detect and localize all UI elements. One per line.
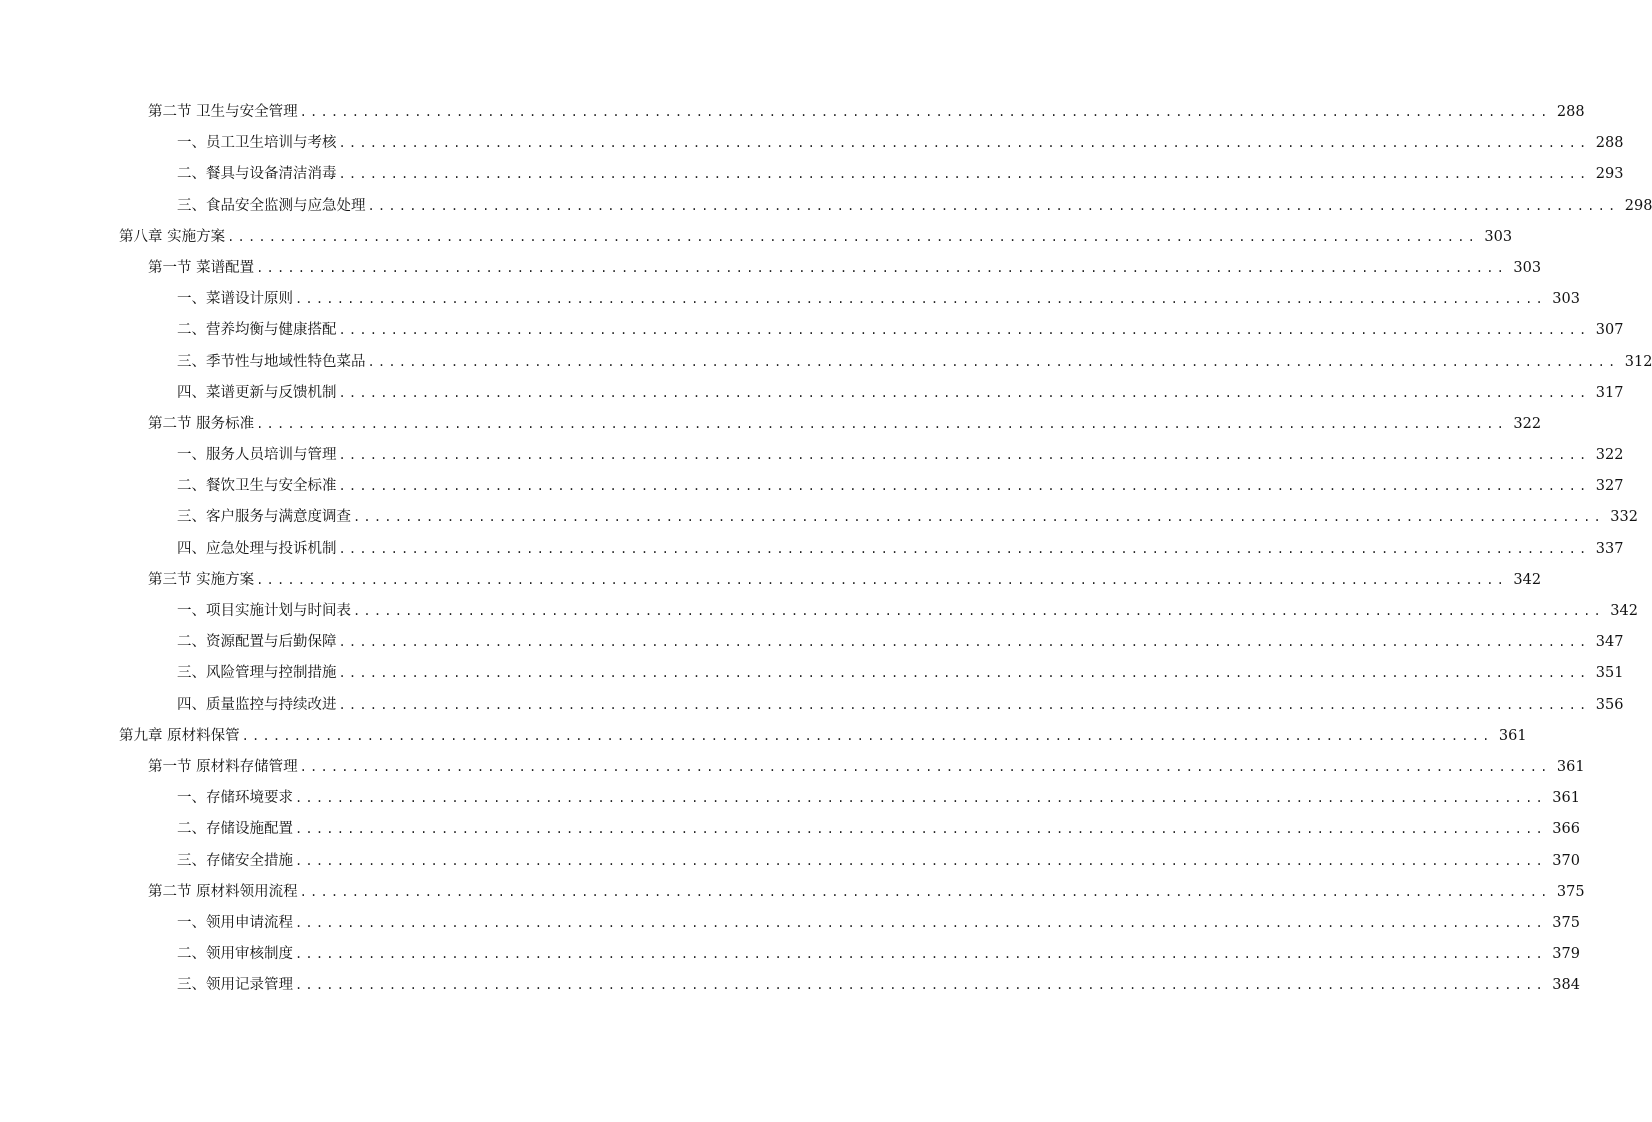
toc-entry-title: 一、项目实施计划与时间表 (177, 603, 351, 619)
toc-page-number: 356 (1595, 696, 1624, 713)
toc-entry-title: 四、应急处理与投诉机制 (177, 540, 337, 557)
toc-entry[interactable] (0, 130, 1624, 161)
toc-dot-leader: ........................................................................................................................ (338, 541, 1590, 556)
toc-dot-leader: ........................................................................................................................ (367, 198, 1619, 213)
toc-entry[interactable] (0, 161, 1624, 192)
toc-entry[interactable] (0, 598, 1638, 629)
toc-dot-leader: ........................................................................................................................ (227, 229, 1479, 244)
toc-page-number: 337 (1595, 540, 1624, 557)
toc-page-number: 332 (1610, 509, 1638, 526)
toc-dot-leader: ........................................................................................................................ (338, 666, 1590, 681)
toc-entry-title: 一、存储环境要求 (177, 790, 293, 807)
toc-page-number: 312 (1624, 353, 1652, 370)
toc-entry-title: 二、餐具与设备清洁消毒 (177, 166, 337, 183)
toc-page-number: 322 (1595, 447, 1624, 464)
toc-entry-title: 三、季节性与地域性特色菜品 (177, 353, 366, 370)
toc-page-number: 347 (1595, 634, 1624, 651)
toc-entry-title: 第八章 实施方案 (119, 228, 226, 245)
toc-entry-title: 第二节 卫生与安全管理 (148, 104, 298, 120)
toc-dot-leader: ........................................................................................................................ (295, 853, 1546, 868)
toc-entry[interactable] (0, 941, 1580, 972)
toc-page-number: 342 (1610, 603, 1638, 619)
toc-page-number: 288 (1595, 135, 1624, 152)
toc-dot-leader: ........................................................................................................................ (338, 479, 1590, 494)
toc-entry[interactable] (0, 629, 1624, 660)
toc-dot-leader: ........................................................................................................................ (338, 136, 1590, 151)
toc-page-number: 288 (1556, 104, 1585, 120)
toc-page-number: 303 (1484, 228, 1513, 245)
toc-entry-title: 二、存储设施配置 (177, 821, 293, 838)
toc-dot-leader: ........................................................................................................................ (353, 510, 1604, 525)
toc-dot-leader: ........................................................................................................................ (338, 167, 1590, 182)
toc-page-number: 322 (1513, 415, 1542, 432)
toc-dot-leader: ........................................................................................................................ (295, 791, 1546, 806)
toc-entry-title: 二、资源配置与后勤保障 (177, 634, 337, 651)
toc-entry[interactable] (0, 411, 1542, 442)
toc-page-number: 342 (1513, 571, 1542, 588)
toc-dot-leader: ........................................................................................................................ (295, 292, 1546, 307)
toc-entry[interactable] (0, 442, 1624, 473)
toc-page-number: 303 (1552, 291, 1580, 308)
toc-page-number: 361 (1498, 727, 1527, 744)
toc-entry[interactable] (0, 349, 1652, 380)
toc-dot-leader: ........................................................................................................................ (299, 105, 1551, 119)
toc-entry-title: 二、营养均衡与健康搭配 (177, 322, 337, 339)
toc-entry-title: 一、菜谱设计原则 (177, 291, 293, 308)
toc-entry-title: 第一节 菜谱配置 (148, 259, 255, 276)
toc-entry[interactable] (0, 255, 1542, 286)
toc-page-number: 303 (1513, 259, 1542, 276)
toc-page-number: 370 (1552, 852, 1580, 869)
toc-page-number: 351 (1595, 665, 1624, 682)
toc-entry-title: 三、领用记录管理 (177, 977, 293, 994)
toc-page-number: 375 (1552, 914, 1580, 931)
toc-dot-leader: ........................................................................................................................ (256, 416, 1508, 431)
table-of-contents (0, 99, 1652, 1003)
toc-entry-title: 二、餐饮卫生与安全标准 (177, 478, 337, 495)
toc-entry-title: 三、客户服务与满意度调查 (177, 509, 351, 526)
toc-page-number: 327 (1595, 478, 1624, 495)
toc-dot-leader: ........................................................................................................................ (256, 260, 1508, 275)
toc-page-number: 293 (1595, 166, 1624, 183)
toc-entry[interactable] (0, 536, 1624, 567)
toc-entry-title: 四、质量监控与持续改进 (177, 696, 337, 713)
toc-entry-title: 第三节 实施方案 (148, 571, 255, 588)
toc-entry-title: 第九章 原材料保管 (119, 727, 240, 744)
toc-dot-leader: ........................................................................................................................ (367, 354, 1619, 369)
toc-dot-leader: ........................................................................................................................ (338, 323, 1590, 338)
toc-page-number: 375 (1556, 883, 1585, 900)
toc-dot-leader: ........................................................................................................................ (299, 884, 1551, 899)
toc-entry[interactable] (0, 504, 1638, 535)
toc-entry-title: 二、领用审核制度 (177, 946, 293, 963)
toc-dot-leader: ........................................................................................................................ (338, 635, 1590, 650)
toc-dot-leader: ........................................................................................................................ (338, 697, 1590, 712)
toc-entry-title: 一、领用申请流程 (177, 914, 293, 931)
toc-entry[interactable] (0, 723, 1527, 754)
toc-entry-title: 四、菜谱更新与反馈机制 (177, 384, 337, 401)
toc-page-number: 298 (1624, 197, 1652, 214)
toc-dot-leader: ........................................................................................................................ (241, 728, 1493, 743)
toc-dot-leader: ........................................................................................................................ (295, 915, 1546, 930)
toc-page-number: 317 (1595, 384, 1624, 401)
toc-dot-leader: ........................................................................................................................ (299, 759, 1551, 774)
toc-entry[interactable] (0, 380, 1624, 411)
toc-entry[interactable] (0, 99, 1585, 130)
toc-dot-leader: ........................................................................................................................ (353, 604, 1604, 618)
toc-entry-title: 第一节 原材料存储管理 (148, 758, 298, 775)
toc-entry[interactable] (0, 816, 1580, 847)
toc-entry[interactable] (0, 286, 1580, 317)
toc-entry-title: 三、风险管理与控制措施 (177, 665, 337, 682)
toc-entry-title: 三、存储安全措施 (177, 852, 293, 869)
toc-entry[interactable] (0, 879, 1585, 910)
toc-entry[interactable] (0, 473, 1624, 504)
toc-entry[interactable] (0, 660, 1624, 691)
toc-dot-leader: ........................................................................................................................ (256, 572, 1508, 587)
toc-dot-leader: ........................................................................................................................ (295, 947, 1546, 962)
toc-entry[interactable] (0, 317, 1624, 348)
toc-entry-title: 一、员工卫生培训与考核 (177, 135, 337, 152)
toc-page-number: 379 (1552, 946, 1580, 963)
toc-page-number: 361 (1556, 758, 1585, 775)
toc-dot-leader: ........................................................................................................................ (338, 448, 1590, 463)
toc-page-number: 361 (1552, 790, 1580, 807)
toc-entry-title: 一、服务人员培训与管理 (177, 447, 337, 464)
toc-entry[interactable] (0, 910, 1580, 941)
toc-page-number: 366 (1552, 821, 1580, 838)
toc-entry[interactable] (0, 848, 1580, 879)
toc-entry[interactable] (0, 972, 1580, 1003)
toc-entry[interactable] (0, 754, 1585, 785)
toc-entry-title: 三、食品安全监测与应急处理 (177, 197, 366, 214)
toc-entry[interactable] (0, 193, 1652, 224)
toc-entry[interactable] (0, 692, 1624, 723)
toc-dot-leader: ........................................................................................................................ (295, 978, 1546, 993)
toc-entry[interactable] (0, 224, 1513, 255)
toc-entry[interactable] (0, 567, 1542, 598)
toc-page-number: 384 (1552, 977, 1580, 994)
toc-entry-title: 第二节 原材料领用流程 (148, 883, 298, 900)
toc-page-number: 307 (1595, 322, 1624, 339)
toc-entry[interactable] (0, 785, 1580, 816)
toc-entry-title: 第二节 服务标准 (148, 415, 255, 432)
toc-dot-leader: ........................................................................................................................ (338, 385, 1590, 400)
toc-dot-leader: ........................................................................................................................ (295, 822, 1546, 837)
